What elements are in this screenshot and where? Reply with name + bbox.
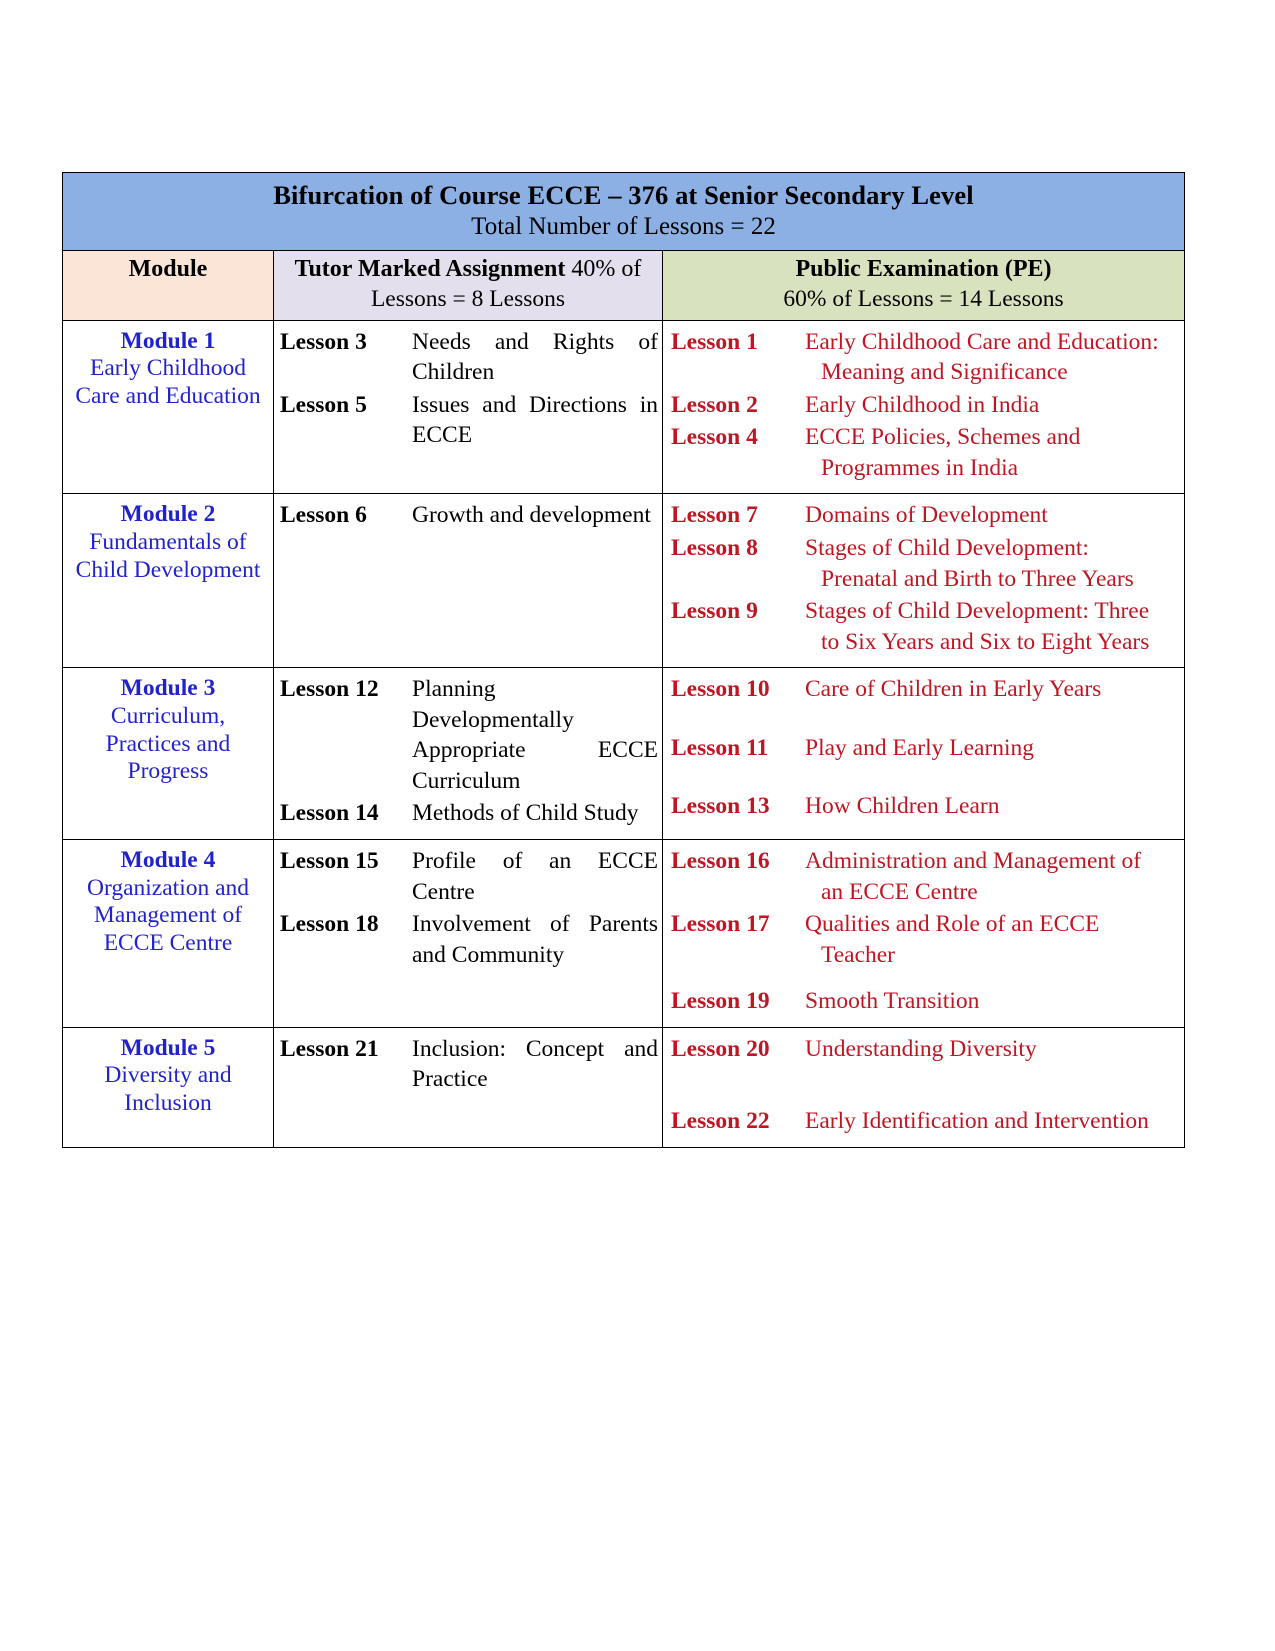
lesson-tag: Lesson 13 xyxy=(671,793,770,820)
lesson-title: Profile of an ECCE Centre xyxy=(412,847,658,905)
lesson-entry xyxy=(280,500,658,531)
lesson-entry xyxy=(671,909,1180,970)
lesson-title-line2: Prenatal and Birth to Three Years xyxy=(821,565,1134,592)
lesson-entry xyxy=(280,846,658,907)
lesson-title: Care of Children in Early Years xyxy=(805,676,1102,703)
lesson-title: How Children Learn xyxy=(805,793,1000,820)
lesson-title-line2: Programmes in India xyxy=(821,454,1019,481)
lesson-tag: Lesson 18 xyxy=(280,911,379,938)
lesson-tag: Lesson 17 xyxy=(671,911,770,938)
lesson-tag: Lesson 5 xyxy=(280,391,367,418)
header-module-label: Module xyxy=(128,255,208,282)
lesson-title: Play and Early Learning xyxy=(805,734,1035,761)
lesson-entry xyxy=(671,327,1180,388)
header-pe-bold: Public Examination (PE) xyxy=(795,255,1052,282)
module-cell xyxy=(63,1027,274,1147)
module-number: Module 3 xyxy=(120,675,216,702)
lesson-title: Methods of Child Study xyxy=(412,800,639,827)
module-name: Fundamentals of Child Development xyxy=(75,529,261,583)
lesson-title: Smooth Transition xyxy=(805,988,980,1015)
lesson-tag: Lesson 7 xyxy=(671,502,758,529)
pe-lessons-cell xyxy=(663,668,1185,840)
lesson-title xyxy=(805,596,1180,657)
module-cell xyxy=(63,494,274,668)
lesson-tag: Lesson 3 xyxy=(280,328,367,355)
header-tma-bold: Tutor Marked Assignment xyxy=(294,255,566,282)
lesson-tag: Lesson 20 xyxy=(671,1035,770,1062)
lesson-tag: Lesson 19 xyxy=(671,988,770,1015)
tma-lessons-cell xyxy=(274,320,663,494)
lesson-title: Needs and Rights of Children xyxy=(412,328,658,386)
table-row xyxy=(63,839,1185,1027)
lesson-tag: Lesson 6 xyxy=(280,502,367,529)
header-pe-line1 xyxy=(669,255,1178,285)
lesson-tag: Lesson 16 xyxy=(671,847,770,874)
lesson-entry xyxy=(671,533,1180,594)
table-row xyxy=(63,1027,1185,1147)
lesson-title-line1: Stages of Child Development: xyxy=(805,535,1089,562)
lesson-entry xyxy=(671,422,1180,483)
lesson-entry xyxy=(671,390,1180,421)
header-pe-line2: 60% of Lessons = 14 Lessons xyxy=(783,285,1064,312)
lesson-title: Planning Developmentally Appropriate ECCE Curriculum xyxy=(412,676,658,794)
lesson-title-line2: to Six Years and Six to Eight Years xyxy=(821,628,1150,655)
lesson-tag: Lesson 11 xyxy=(671,734,769,761)
header-public-examination xyxy=(663,250,1185,320)
document-subtitle: Total Number of Lessons = 22 xyxy=(471,213,776,241)
module-cell xyxy=(63,839,274,1027)
pe-lessons-cell xyxy=(663,839,1185,1027)
module-number: Module 2 xyxy=(120,501,216,528)
lesson-tag: Lesson 2 xyxy=(671,391,758,418)
lesson-title: Involvement of Parents and Community xyxy=(412,911,658,968)
module-number: Module 1 xyxy=(120,327,216,354)
lesson-tag: Lesson 1 xyxy=(671,328,758,355)
table-row xyxy=(63,320,1185,494)
lesson-title-line1: Early Childhood Care and Education: xyxy=(805,328,1159,355)
module-cell xyxy=(63,668,274,840)
lesson-tag: Lesson 8 xyxy=(671,535,758,562)
lesson-title xyxy=(805,327,1180,388)
module-name: Curriculum, Practices and Progress xyxy=(105,702,231,785)
table-header-row xyxy=(63,250,1185,320)
lesson-title-line1: ECCE Policies, Schemes and xyxy=(805,424,1081,451)
table-row xyxy=(63,668,1185,840)
lesson-tag: Lesson 9 xyxy=(671,598,758,625)
spacer xyxy=(671,1066,1180,1106)
lesson-entry xyxy=(280,390,658,451)
lesson-title-line2: an ECCE Centre xyxy=(821,878,978,905)
module-name: Diversity and Inclusion xyxy=(104,1062,232,1117)
lesson-tag: Lesson 10 xyxy=(671,676,770,703)
spacer xyxy=(671,707,1180,733)
lesson-title: Growth and development xyxy=(412,502,651,529)
lesson-title: Early Identification and Intervention xyxy=(805,1108,1149,1135)
header-tma-rest: 40% of xyxy=(565,255,642,282)
lesson-title: Early Childhood in India xyxy=(805,391,1040,418)
lesson-entry xyxy=(280,1034,658,1095)
module-cell xyxy=(63,320,274,494)
lesson-title-line2: Teacher xyxy=(821,941,896,968)
lesson-tag: Lesson 15 xyxy=(280,847,379,874)
module-name: Early Childhood Care and Education xyxy=(75,355,261,410)
lesson-entry xyxy=(280,798,658,829)
lesson-tag: Lesson 22 xyxy=(671,1108,770,1135)
lesson-title: Understanding Diversity xyxy=(805,1035,1037,1062)
lesson-title xyxy=(805,422,1180,483)
header-module xyxy=(63,250,274,320)
lesson-entry xyxy=(671,1034,1180,1065)
lesson-tag: Lesson 12 xyxy=(280,676,379,703)
table-title-cell xyxy=(63,173,1185,251)
lesson-title-line2: Meaning and Significance xyxy=(821,359,1068,386)
lesson-tag: Lesson 4 xyxy=(671,424,758,451)
lesson-tag: Lesson 21 xyxy=(280,1035,379,1062)
pe-lessons-cell xyxy=(663,1027,1185,1147)
document-title: Bifurcation of Course ECCE – 376 at Senior Secondary Level xyxy=(273,180,974,210)
header-tutor-marked-assignment xyxy=(274,250,663,320)
lesson-entry xyxy=(671,791,1180,822)
module-number: Module 4 xyxy=(120,846,216,873)
table-title-row xyxy=(63,173,1185,251)
header-tma-line1 xyxy=(280,255,656,285)
lesson-title xyxy=(805,846,1180,907)
lesson-tag: Lesson 14 xyxy=(280,800,379,827)
tma-lessons-cell xyxy=(274,1027,663,1147)
module-number: Module 5 xyxy=(120,1034,216,1061)
spacer xyxy=(671,972,1180,986)
table-row xyxy=(63,494,1185,668)
header-tma-line2: Lessons = 8 Lessons xyxy=(370,285,566,312)
tma-lessons-cell xyxy=(274,839,663,1027)
lesson-entry xyxy=(280,674,658,796)
lesson-entry xyxy=(280,909,658,970)
lesson-entry xyxy=(671,733,1180,764)
lesson-entry xyxy=(671,986,1180,1017)
spacer xyxy=(671,765,1180,791)
lesson-entry xyxy=(671,596,1180,657)
lesson-entry xyxy=(671,846,1180,907)
lesson-title-line1: Qualities and Role of an ECCE xyxy=(805,911,1100,938)
lesson-title-line1: Stages of Child Development: Three xyxy=(805,598,1150,625)
tma-lessons-cell xyxy=(274,668,663,840)
lesson-entry xyxy=(671,500,1180,531)
pe-lessons-cell xyxy=(663,320,1185,494)
tma-lessons-cell xyxy=(274,494,663,668)
lesson-entry xyxy=(280,327,658,388)
lesson-title: Inclusion: Concept and Practice xyxy=(412,1035,658,1093)
lesson-entry xyxy=(671,1106,1180,1137)
lesson-title: Domains of Development xyxy=(805,502,1048,529)
lesson-title xyxy=(805,909,1180,970)
lesson-title: Issues and Directions in ECCE xyxy=(412,391,658,449)
lesson-entry xyxy=(671,674,1180,705)
module-name: Organization and Management of ECCE Centre xyxy=(86,874,250,957)
lesson-title xyxy=(805,533,1180,594)
pe-lessons-cell xyxy=(663,494,1185,668)
lesson-title-line1: Administration and Management of xyxy=(805,847,1142,874)
course-bifurcation-table xyxy=(62,172,1185,1148)
